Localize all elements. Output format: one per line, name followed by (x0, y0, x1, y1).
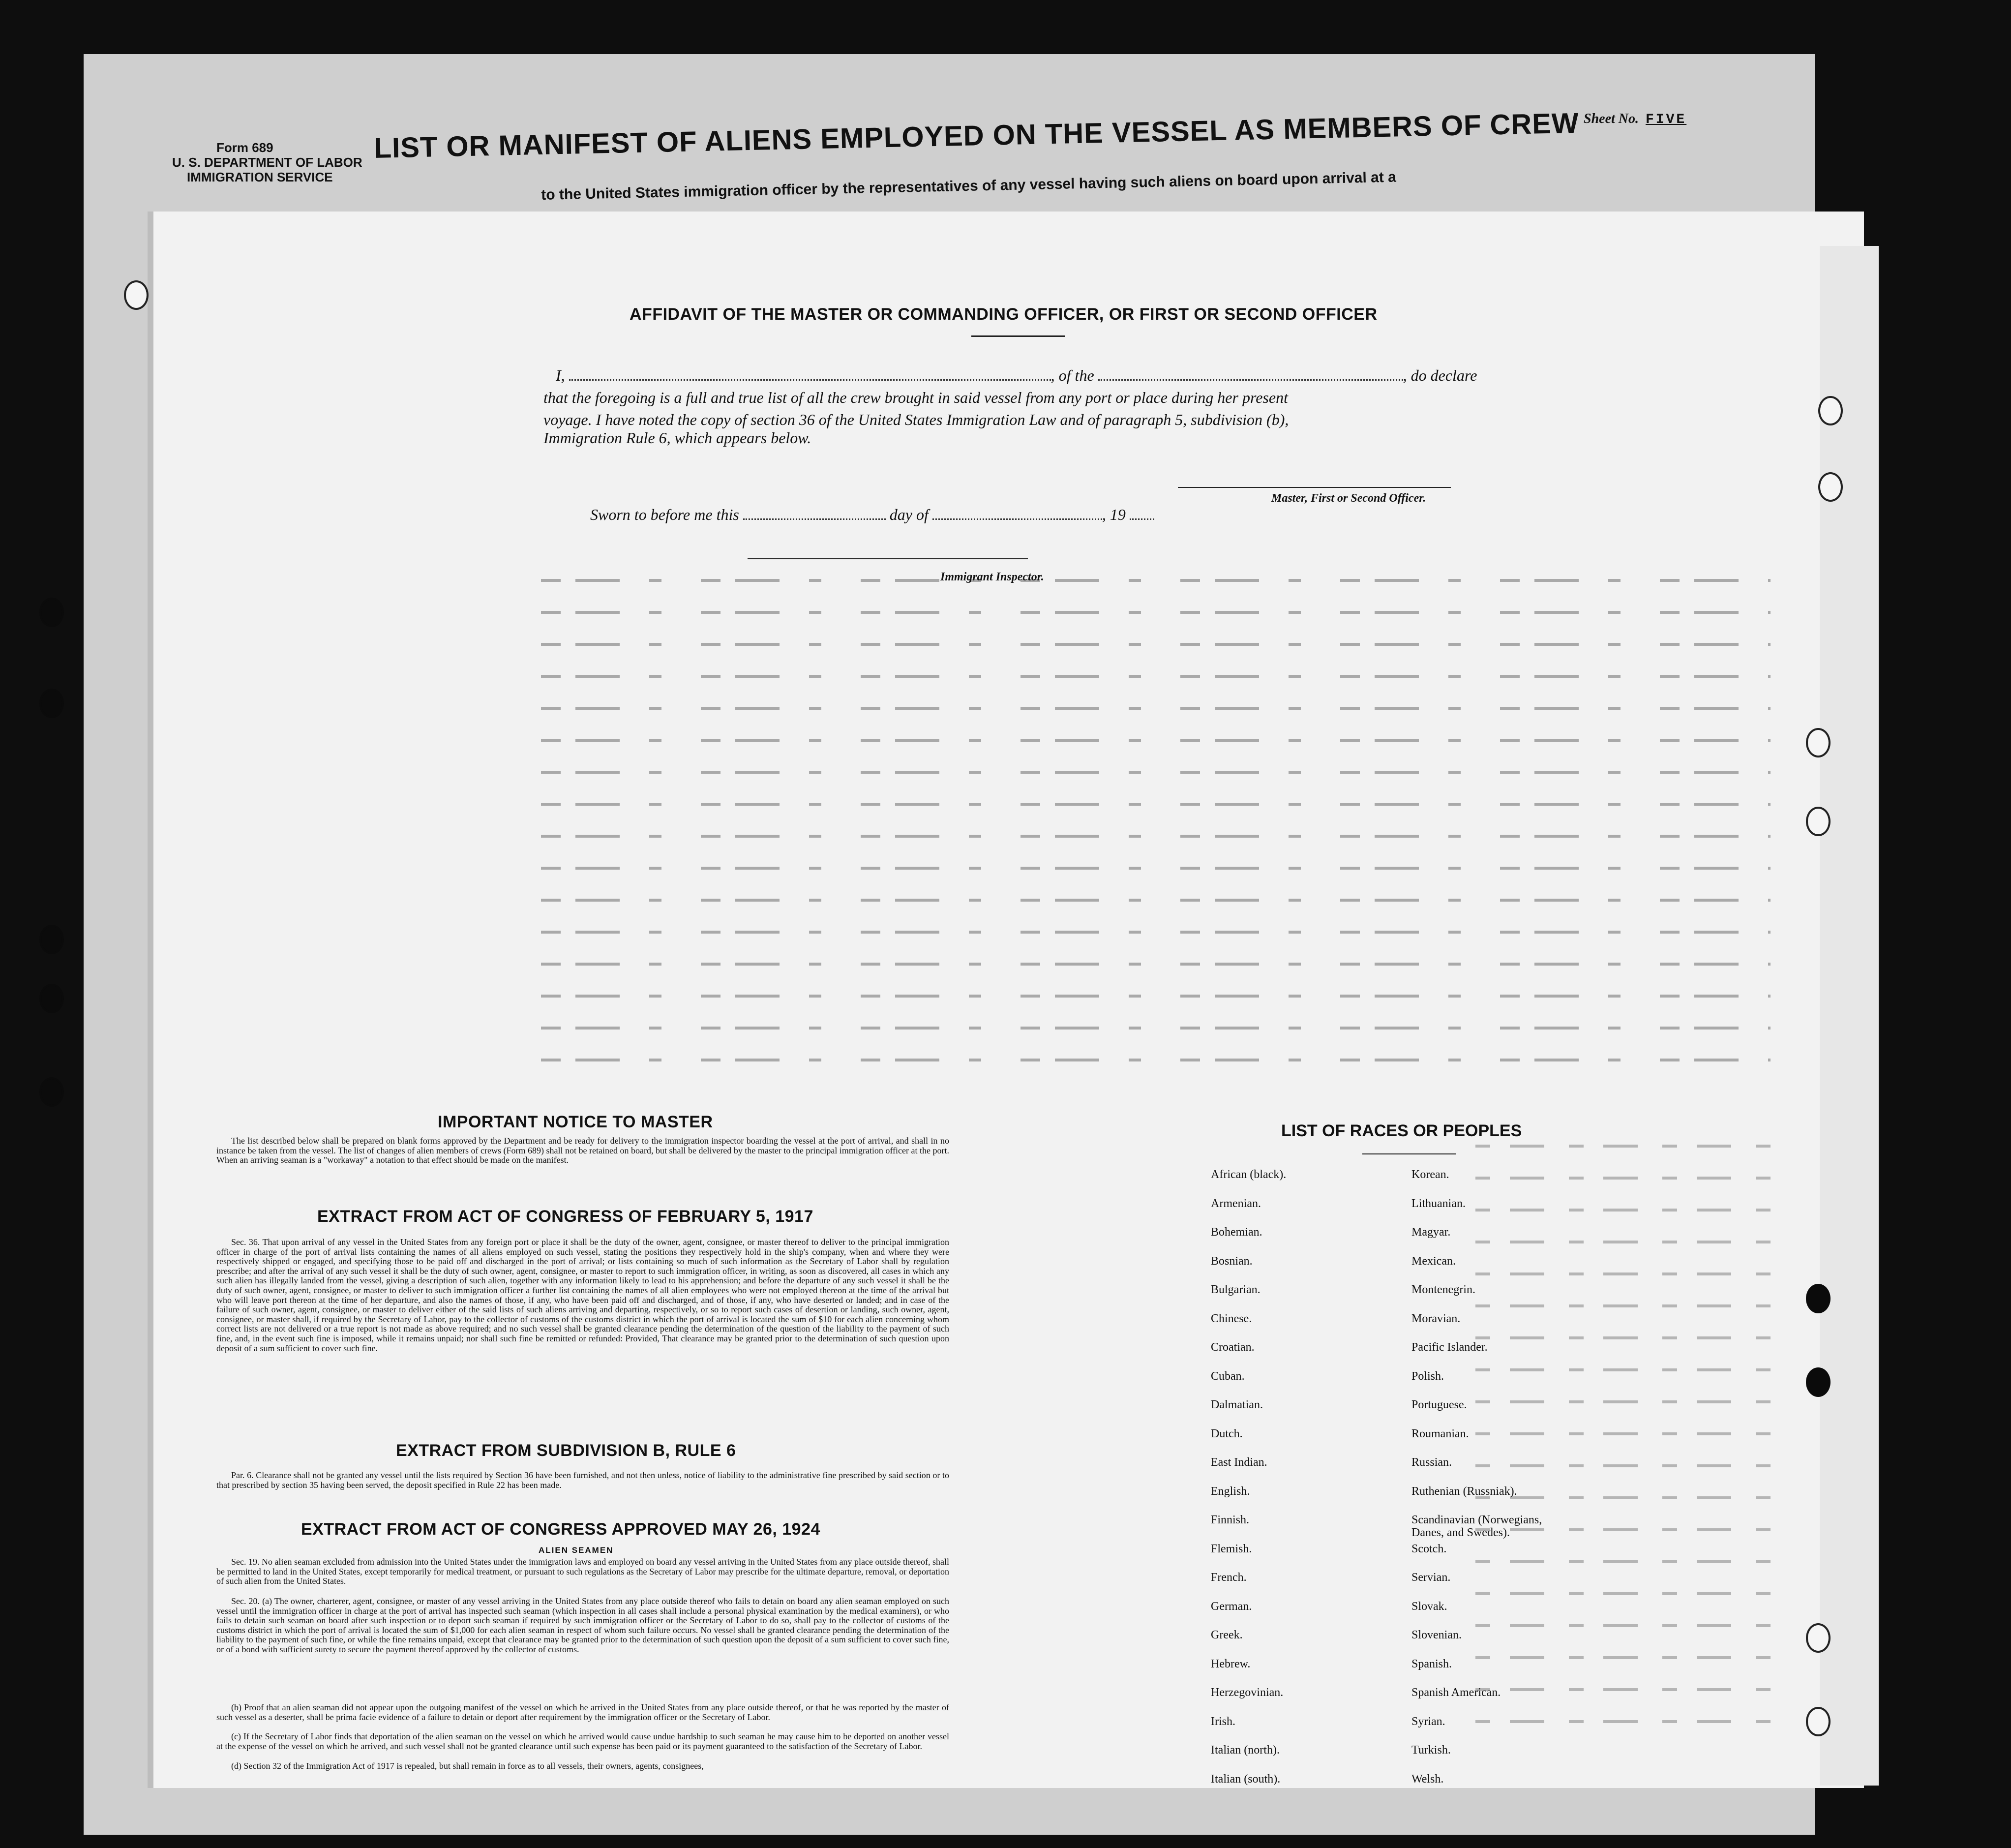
extract-1917-text: Sec. 36. That upon arrival of any vessel in the United States from any foreign port or place it shall be the duty of the owner, agent, consignee, or master thereof to deliver to the principal immigration officer in charge of the port of arrival lists containing the names of all aliens employed on such vessel, stating the positions they respectively hold in the ship's company, when and where they were respectively shipped or engaged, and specifying those to be paid off and discharged in the port of arrival; or lists containing so much of such information as the Secretary of Labor shall by regulation prescribe; and after the arrival of any such vessel it shall be the duty of such owner, agent, consignee, or master to report to such immigration officer, in writing, as soon as discovered, all cases in which any such alien has illegally landed from the vessel, giving a description of such alien, together with any information likely to lead to his apprehension; and before the departure of any such vessel it shall be the duty of such owner, agent, consignee, or master to deliver to such immigration officer a further list containing the names of all alien employees who were not employed thereon at the time of the arrival but who will leave port thereon at the time of her departure, and also the names of those, if any, who have been paid off and discharged, and of those, if any, who have deserted or landed; and in case of the failure of such owner, agent, consignee, or master to deliver either of the said lists of such aliens arriving and departing, respectively, or so to report such cases of desertion or landing, such owner, agent, consignee, or master shall, if required by the Secretary of Labor, pay to the collector of customs of the customs district in which the port of arrival is located the sum of $10 for each alien concerning whom correct lists are not delivered or a true report is not made as above required; and no such vessel shall be granted clearance pending the determination of the question of the liability to the payment of such fine, and, in the event such fine is imposed, while it remains unpaid; nor shall such fine be remitted or refunded: Provided, That clearance may be granted prior to the determination of such question upon deposit of a sum sufficient to cover such fine. (216, 1237, 949, 1353)
alien-seamen-subhead: ALIEN SEAMEN (539, 1545, 614, 1555)
sworn-month-field[interactable] (932, 508, 1102, 520)
race-item: Italian (north). (1211, 1744, 1280, 1757)
of-the-label: , of the (1051, 366, 1094, 384)
sworn-day-field[interactable] (743, 508, 886, 520)
race-item: Finnish. (1211, 1514, 1250, 1526)
page-edge-shadow (148, 212, 153, 1788)
inspector-signature-label: Immigrant Inspector. (940, 571, 1044, 583)
binder-hole-icon (1806, 1707, 1831, 1736)
title-underline (971, 335, 1065, 337)
race-item: Greek. (1211, 1629, 1243, 1641)
race-item: Polish. (1411, 1369, 1444, 1383)
race-item: Scotch. (1411, 1542, 1447, 1555)
race-item: Montenegrin. (1411, 1283, 1475, 1296)
race-item: Welsh. (1411, 1772, 1444, 1786)
binder-hole-icon (39, 598, 64, 627)
race-item: Magyar. (1411, 1226, 1451, 1239)
service-label: IMMIGRATION SERVICE (187, 170, 333, 184)
extract-rule6-title: EXTRACT FROM SUBDIVISION B, RULE 6 (396, 1441, 736, 1460)
day-of-label: day of (889, 506, 929, 523)
race-item: Chinese. (1211, 1312, 1252, 1325)
race-item: Scandinavian (Norwegians, Danes, and Swedes). (1411, 1514, 1542, 1539)
race-item: Bosnian. (1211, 1254, 1253, 1268)
race-item: Russian. (1411, 1456, 1452, 1469)
declaration-line-4: Immigration Rule 6, which appears below. (543, 429, 811, 447)
race-item: Korean. (1411, 1168, 1449, 1181)
binder-hole-icon (1806, 1623, 1831, 1653)
binder-hole-icon (124, 280, 149, 310)
race-item: Portuguese. (1411, 1398, 1467, 1411)
race-item: Mexican. (1411, 1254, 1456, 1268)
binder-hole-icon (39, 1077, 64, 1107)
binder-hole-icon (1806, 728, 1831, 757)
race-item: Irish. (1211, 1715, 1235, 1728)
race-item: East Indian. (1211, 1456, 1267, 1469)
extract-1917-title: EXTRACT FROM ACT OF CONGRESS OF FEBRUARY 5, 1917 (317, 1207, 813, 1226)
race-item: Spanish American. (1411, 1686, 1501, 1699)
extract-1924-sec20b: (b) Proof that an alien seaman did not appear upon the outgoing manifest of the vessel on which he arrived in the United States from any place outside thereof, or that he was reported by the master of such vessel as a deserter, shall be prima facie evidence of a failure to detain or deport after requirement by the immigration officer or the Secretary of Labor. (216, 1702, 949, 1722)
sheet-number-label: Sheet No. (1584, 111, 1639, 126)
master-signature-line[interactable] (1178, 487, 1451, 488)
manifest-subtitle: to the United States immigration officer by the representatives of any vessel having such aliens on board upon arrival at a (541, 169, 1397, 203)
notice-title: IMPORTANT NOTICE TO MASTER (438, 1113, 713, 1131)
race-item: Hebrew. (1211, 1657, 1251, 1670)
sheet-number (1584, 111, 1686, 127)
race-item: Roumanian. (1411, 1427, 1469, 1440)
race-item: Bulgarian. (1211, 1283, 1261, 1296)
binder-hole-icon (1818, 472, 1843, 502)
race-item: African (black). (1211, 1168, 1287, 1181)
extract-1924-sec20d: (d) Section 32 of the Immigration Act of 1917 is repealed, but shall remain in force as to all vessels, their owners, agents, consignees, (231, 1761, 704, 1771)
declaration-line-2: that the foregoing is a full and true list of all the crew brought in said vessel from any port or place during her present (543, 389, 1288, 406)
sworn-year-field[interactable] (1130, 508, 1154, 520)
race-item: Ruthenian (Russniak). (1411, 1484, 1517, 1498)
race-item: Lithuanian. (1411, 1197, 1466, 1210)
races-title-underline (1362, 1153, 1456, 1154)
extract-1924-sec20c: (c) If the Secretary of Labor finds that deportation of the alien seaman on the vessel on which he arrived would cause undue hardship to such seaman he may cause him to be deported on another vessel at the expense of the vessel on which he arrived, and such vessel shall not be granted clearance until such expense has been paid or its payment guaranteed to the satisfaction of the Secretary of Labor. (216, 1731, 949, 1751)
declarant-prefix: I, (556, 366, 565, 384)
form-number: Form 689 (216, 140, 273, 155)
manifest-title: LIST OR MANIFEST OF ALIENS EMPLOYED ON THE VESSEL AS MEMBERS OF CREW (374, 107, 1580, 164)
binder-hole-icon (39, 925, 64, 954)
race-item: Servian. (1411, 1571, 1451, 1584)
race-item: Croatian. (1211, 1341, 1255, 1354)
race-item: Turkish. (1411, 1744, 1451, 1757)
race-item: German. (1211, 1600, 1252, 1613)
extract-1924-title: EXTRACT FROM ACT OF CONGRESS APPROVED MAY 26, 1924 (301, 1520, 820, 1539)
race-item: Moravian. (1411, 1312, 1461, 1325)
form-number-block (172, 140, 362, 184)
race-item: Pacific Islander. (1411, 1341, 1488, 1354)
inspector-signature-line[interactable] (748, 558, 1028, 559)
vessel-name-field[interactable] (1098, 368, 1403, 381)
year-label: , 19 (1102, 506, 1126, 523)
race-item: French. (1211, 1571, 1247, 1584)
race-item: Syrian. (1411, 1715, 1445, 1728)
declaration-line-3: voyage. I have noted the copy of section 36 of the United States Immigration Law and of paragraph 5, subdivision (b), (543, 411, 1289, 428)
binder-hole-icon (1818, 396, 1843, 425)
race-item: Armenian. (1211, 1197, 1261, 1210)
race-item: Herzegovinian. (1211, 1686, 1284, 1699)
race-item: Slovenian. (1411, 1629, 1462, 1641)
do-declare-label: , do declare (1403, 366, 1477, 384)
sworn-label: Sworn to before me this (590, 506, 739, 523)
races-list-title: LIST OF RACES OR PEOPLES (1281, 1121, 1522, 1140)
extract-1924-sec20a: Sec. 20. (a) The owner, charterer, agent, consignee, or master of any vessel arriving in the United States from any place outside thereof who fails to detain on board any alien seaman employed on such vessel until the immigration officer in charge at the port of arrival has inspected such seaman (which inspection in all cases shall include a personal physical examination by the medical examiners), or who fails to detain such seaman on board after such inspection or to deport such seaman if required by such immigration officer or the Secretary of Labor to do so, shall pay to the collector of customs of the customs district in which the port of arrival is located the sum of $1,000 for each alien seaman in respect of whom such failure occurs. No vessel shall be granted clearance pending the determination of the liability to the payment of such fine, or while the fine remains unpaid, except that clearance may be granted prior to the determination of such question upon the deposit of a sum sufficient to cover such fine, or of a bond with sufficient surety to secure the payment thereof approved by the collector of customs. (216, 1596, 949, 1654)
race-item: Cuban. (1211, 1369, 1245, 1383)
declarant-name-field[interactable] (569, 368, 1051, 381)
binder-hole-icon (1806, 1367, 1831, 1397)
declaration-line-1 (556, 366, 1477, 385)
race-item: English. (1211, 1484, 1250, 1498)
sheet-number-value: FIVE (1646, 112, 1687, 127)
master-signature-label: Master, First or Second Officer. (1271, 492, 1426, 505)
binder-hole-icon (39, 984, 64, 1013)
race-item: Slovak. (1411, 1600, 1447, 1613)
binder-hole-icon (39, 689, 64, 718)
binder-hole-icon (1806, 807, 1831, 836)
race-item: Dalmatian. (1211, 1398, 1263, 1411)
affidavit-title: AFFIDAVIT OF THE MASTER OR COMMANDING OFFICER, OR FIRST OR SECOND OFFICER (630, 305, 1378, 324)
extract-rule6-text: Par. 6. Clearance shall not be granted any vessel until the lists required by Section 36 have been furnished, and not then unless, notice of liability to the administrative fine prescribed by said section or to that prescribed by section 35 having been served, the deposit specified in Rule 22 has been made. (216, 1470, 949, 1490)
department-label: U. S. DEPARTMENT OF LABOR (172, 155, 362, 170)
notice-text: The list described below shall be prepared on blank forms approved by the Department and be ready for delivery to the immigration inspector boarding the vessel at the port of arrival, and shall in no instance be taken from the vessel. The list of changes of alien members of crews (Form 689) shall not be retained on board, but shall be delivered by the master to the principal immigration officer at the port. When an arriving seaman is a "workaway" a notation to that effect should be made on the manifest. (216, 1136, 949, 1165)
race-item: Bohemian. (1211, 1226, 1262, 1239)
binder-hole-icon (1806, 1284, 1831, 1313)
race-item: Italian (south). (1211, 1772, 1281, 1786)
extract-1924-sec19: Sec. 19. No alien seaman excluded from admission into the United States under the immigration laws and employed on board any vessel arriving in the United States from any place outside thereof, shall be permitted to land in the United States, except temporarily for medical treatment, or pursuant to such regulations as the Secretary of Labor may prescribe for the ultimate departure, removal, or deportation of such alien from the United States. (216, 1557, 949, 1586)
sworn-line (590, 506, 1154, 524)
race-item: Dutch. (1211, 1427, 1243, 1440)
race-item: Flemish. (1211, 1542, 1252, 1555)
race-item: Spanish. (1411, 1657, 1452, 1670)
